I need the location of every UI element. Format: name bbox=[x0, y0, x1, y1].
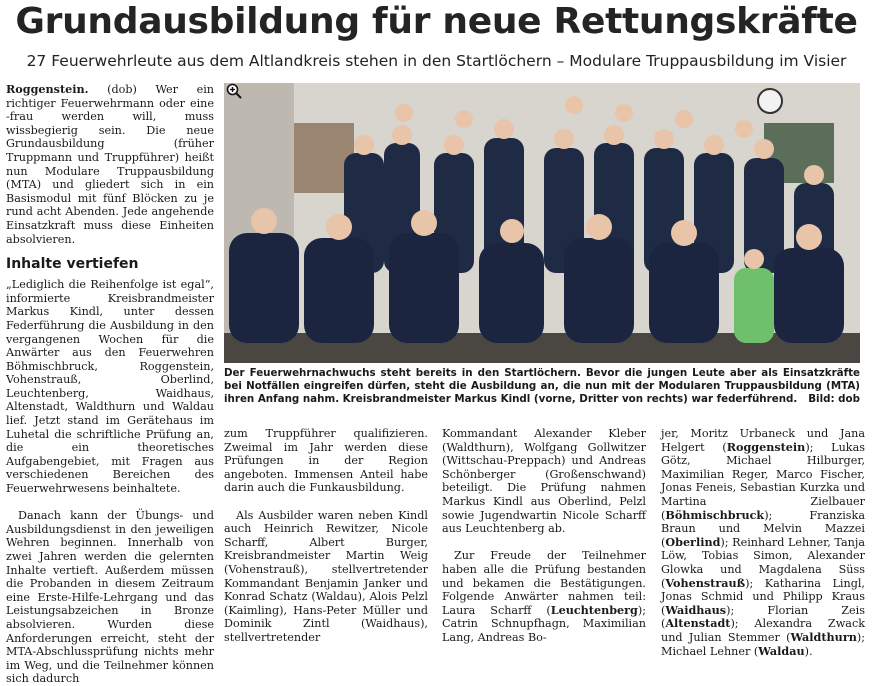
paragraph: Kommandant Alexander Kleber (Waldthurn), Wolfgang Gollwitzer (Wittschau-Preppach) und Andreas Schönberger (Großenschwand) beteiligt. Die Prüfung nahmen Markus Kindl aus Oberlind, Pelzl sowie Jugendwartin Nicole Scharff aus Leuchtenberg ab. bbox=[442, 427, 646, 536]
paragraph: Als Ausbilder waren neben Kindl auch Heinrich Rewitzer, Nicole Scharff, Albert Burger, Kreisbrandmeister Martin Weig (Vohenstrauß), stellvertretender Kommandant Benjamin Janker und Konrad Schatz (Waldau), Alois Pelzl (Kaimling), Hans-Peter Müller und Dominik Zintl (Waidhaus), stellvertretender bbox=[224, 508, 428, 644]
paragraph: Danach kann der Übungs- und Ausbildungsdienst in den jeweiligen Wehren beginnen. Innerhalb von zwei Jahren werden die gelernten Inhalte vertieft. Außerdem müssen die Probanden in diesem Zeitraum eine Erste-Hilfe-Lehrgang und das Leistungsabzeichen in Bronze absolvieren. Wurden diese Anforderungen erreicht, steht der MTA-Abschlussprüfung nichts mehr im Weg, und die Teilnehmer können sich dadurch bbox=[6, 509, 214, 686]
lead-text: (dob) Wer ein richtiger Feuerwehrmann oder eine -frau werden will, muss wissbegierig sein. Die neue Grundausbildung (früher Truppmann und Truppführer) heißt nun Modulare Truppausbildung (MTA) und gliedert sich in ein Basismodul mit fünf Blöcken zu je rund acht Abenden. Jede angehende Einsatzkraft muss diese Einheiten absolvieren. bbox=[6, 83, 214, 246]
subheadline: 27 Feuerwehrleute aus dem Altlandkreis stehen in den Startlöchern – Modulare Truppausbildung im Visier bbox=[26, 52, 847, 70]
paragraph: „Lediglich die Reihenfolge ist egal“, informierte Kreisbrandmeister Markus Kindl, unter dessen Federführung die Ausbildung in den vergangenen Wochen für die Anwärter aus den Feuerwehren Böhmischbruck, Roggenstein, Vohenstrauß, Oberlind, Leuchtenberg, Waidhaus, Altenstadt, Waldthurn und Waldau lief. Jetzt stand im Gerätehaus im Luhetal die schriftliche Prüfung an, die ein theoretisches Aufgabengebiet, mit Fragen aus verschiedenen Bereichen des Feuerwehrwesens beinhaltete. bbox=[6, 278, 214, 496]
section-heading: Inhalte vertiefen bbox=[6, 256, 139, 273]
participant-list: jer, Moritz Urbaneck und Jana Helgert (Roggenstein); Lukas Götz, Michael Hilburger, Maximilian Reger, Marco Fischer, Jonas Feneis, Sebastian Kurzka und Martina Zielbauer (Böhmischbruck); Franziska Braun und Melvin Mazzei (Oberlind); Reinhard Lehner, Tanja Löw, Tobias Simon, Alexander Glowka und Magdalena Süss (Vohenstrauß); Katharina Lingl, Jonas Schmid und Philipp Kraus (Waidhaus); Florian Zeis (Altenstadt); Alexandra Zwack und Julian Stemmer (Waldthurn); Michael Lehner (Waldau). bbox=[661, 427, 865, 658]
article-column-3 bbox=[442, 427, 646, 645]
caption-text: Der Feuerwehrnachwuchs steht bereits in den Startlöchern. Bevor die jungen Leute aber als Einsatzkräfte bei Notfällen eingreifen dürfen, steht die Ausbildung an, die nun mit der Modularen Truppausbildung (MTA) ihren Anfang nahm. Kreisbrandmeister Markus Kindl (vorne, Dritter von rechts) war federführend. bbox=[224, 367, 860, 405]
article-column-2 bbox=[224, 427, 428, 645]
photo-caption bbox=[224, 367, 860, 406]
lead-paragraph bbox=[6, 83, 214, 246]
headline: Grundausbildung für neue Rettungskräfte bbox=[15, 1, 858, 42]
article-column-1 bbox=[6, 83, 214, 686]
group-photo bbox=[224, 83, 860, 363]
paragraph: zum Truppführer qualifizieren. Zweimal im Jahr werden diese Prüfungen in der Region angeboten. Immensen Anteil habe darin auch die Funkausbildung. bbox=[224, 427, 428, 495]
zoom-in-icon[interactable] bbox=[226, 83, 242, 99]
article-column-4 bbox=[661, 427, 865, 658]
paragraph: Zur Freude der Teilnehmer haben alle die Prüfung bestanden und bekamen die Bestätigungen. Folgende Anwärter nahmen teil: Laura Scharff (Leuchtenberg); Catrin Schnupfhagn, Maximilian Lang, Andreas Bo- bbox=[442, 549, 646, 644]
photo-credit: Bild: dob bbox=[808, 393, 860, 405]
dateline: Roggenstein. bbox=[6, 82, 89, 96]
